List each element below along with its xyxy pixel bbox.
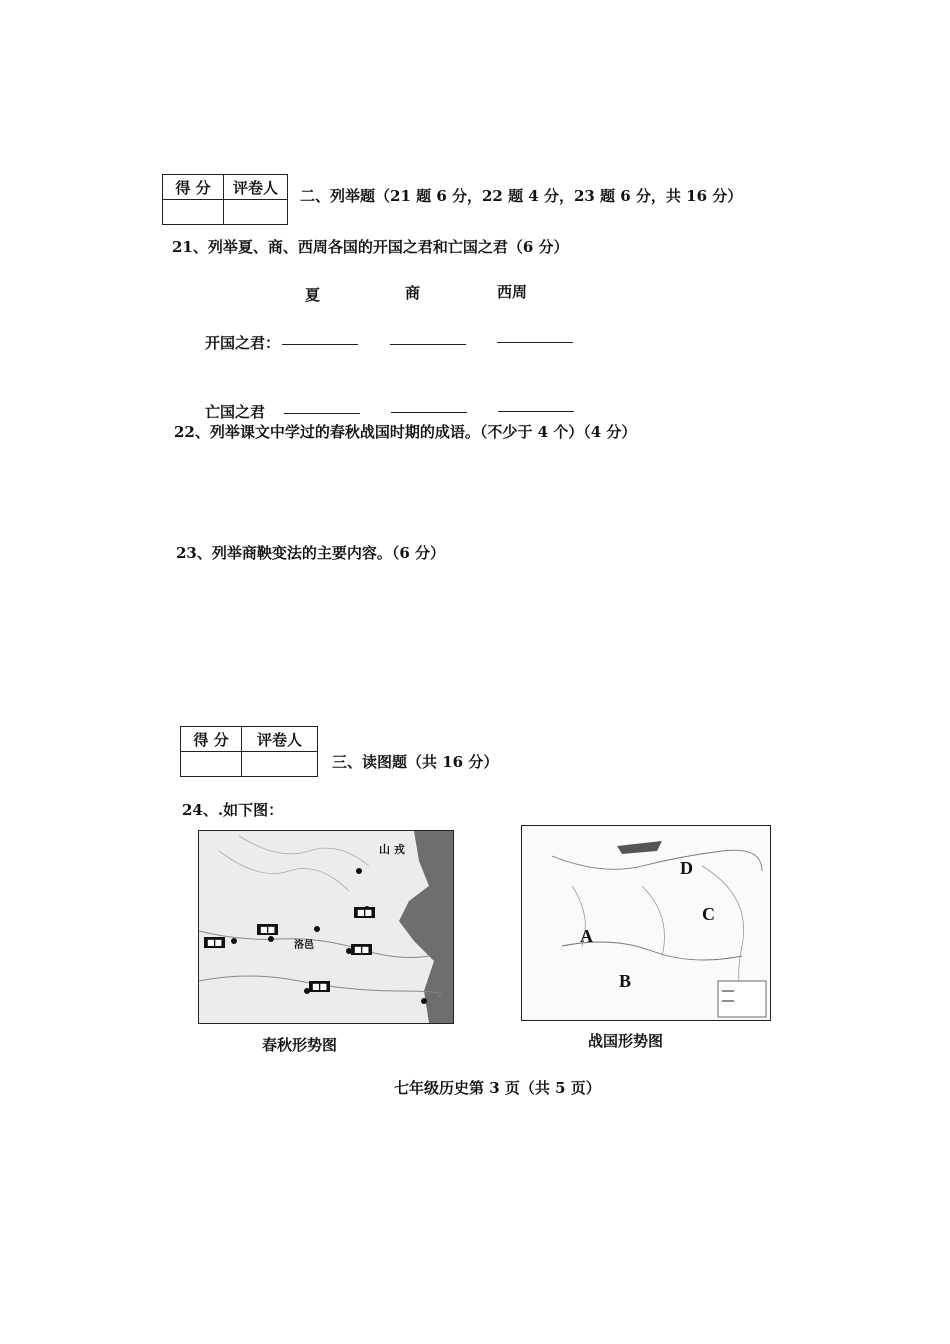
last-xia-blank[interactable] [284,413,360,414]
label-luoyi: 洛邑 [294,940,314,951]
spring-autumn-map-drawing [199,831,453,1023]
label-shanrong: 山 戎 [379,843,405,856]
question-22: 22、列举课文中学过的春秋战国时期的成语。（不少于 4 个）（4 分） [174,423,637,441]
question-23: 23、列举商鞅变法的主要内容。（6 分） [176,544,446,562]
question-24: 24、.如下图： [182,801,284,819]
score-table-section2 [162,174,288,225]
founder-xizhou-blank[interactable] [497,342,573,343]
state-tag: ■■ [204,937,225,948]
founder-xia-blank[interactable] [282,344,358,345]
state-tag: ■■ [354,907,375,918]
page-footer: 七年级历史第 3 页（共 5 页） [394,1079,601,1097]
map-letter-a: A [580,926,593,946]
col-shang: 商 [405,284,421,302]
state-tag: ■■ [351,944,372,955]
warring-states-map-drawing [522,826,770,1020]
score-header: 得 分 [163,175,224,200]
spring-autumn-caption: 春秋形势图 [262,1036,338,1054]
last-xizhou-blank[interactable] [498,411,574,412]
warring-states-map [521,825,771,1021]
score-header: 得 分 [181,727,242,752]
grader-header: 评卷人 [242,727,318,752]
grader-cell[interactable] [224,200,288,225]
state-tag: ■■ [257,924,278,935]
section3-title: 三、读图题（共 16 分） [332,753,499,771]
map-letter-d: D [680,858,693,878]
score-table-section3 [180,726,318,777]
score-cell[interactable] [181,752,242,777]
col-xizhou: 西周 [497,283,528,301]
spring-autumn-map [198,830,454,1024]
question-21: 21、列举夏、商、西周各国的开国之君和亡国之君（6 分） [172,238,569,256]
row-founder-label: 开国之君： [205,334,281,352]
grader-cell[interactable] [242,752,318,777]
warring-states-caption: 战国形势图 [588,1032,664,1050]
last-shang-blank[interactable] [391,412,467,413]
score-cell[interactable] [163,200,224,225]
map-letter-c: C [702,904,715,924]
state-tag: ■■ [309,981,330,992]
map-letter-b: B [619,971,632,991]
col-xia: 夏 [305,286,321,304]
row-last-label: 亡国之君 [205,403,266,421]
founder-shang-blank[interactable] [390,344,466,345]
grader-header: 评卷人 [224,175,288,200]
section2-title: 二、列举题（21 题 6 分，22 题 4 分，23 题 6 分，共 16 分） [300,187,743,205]
